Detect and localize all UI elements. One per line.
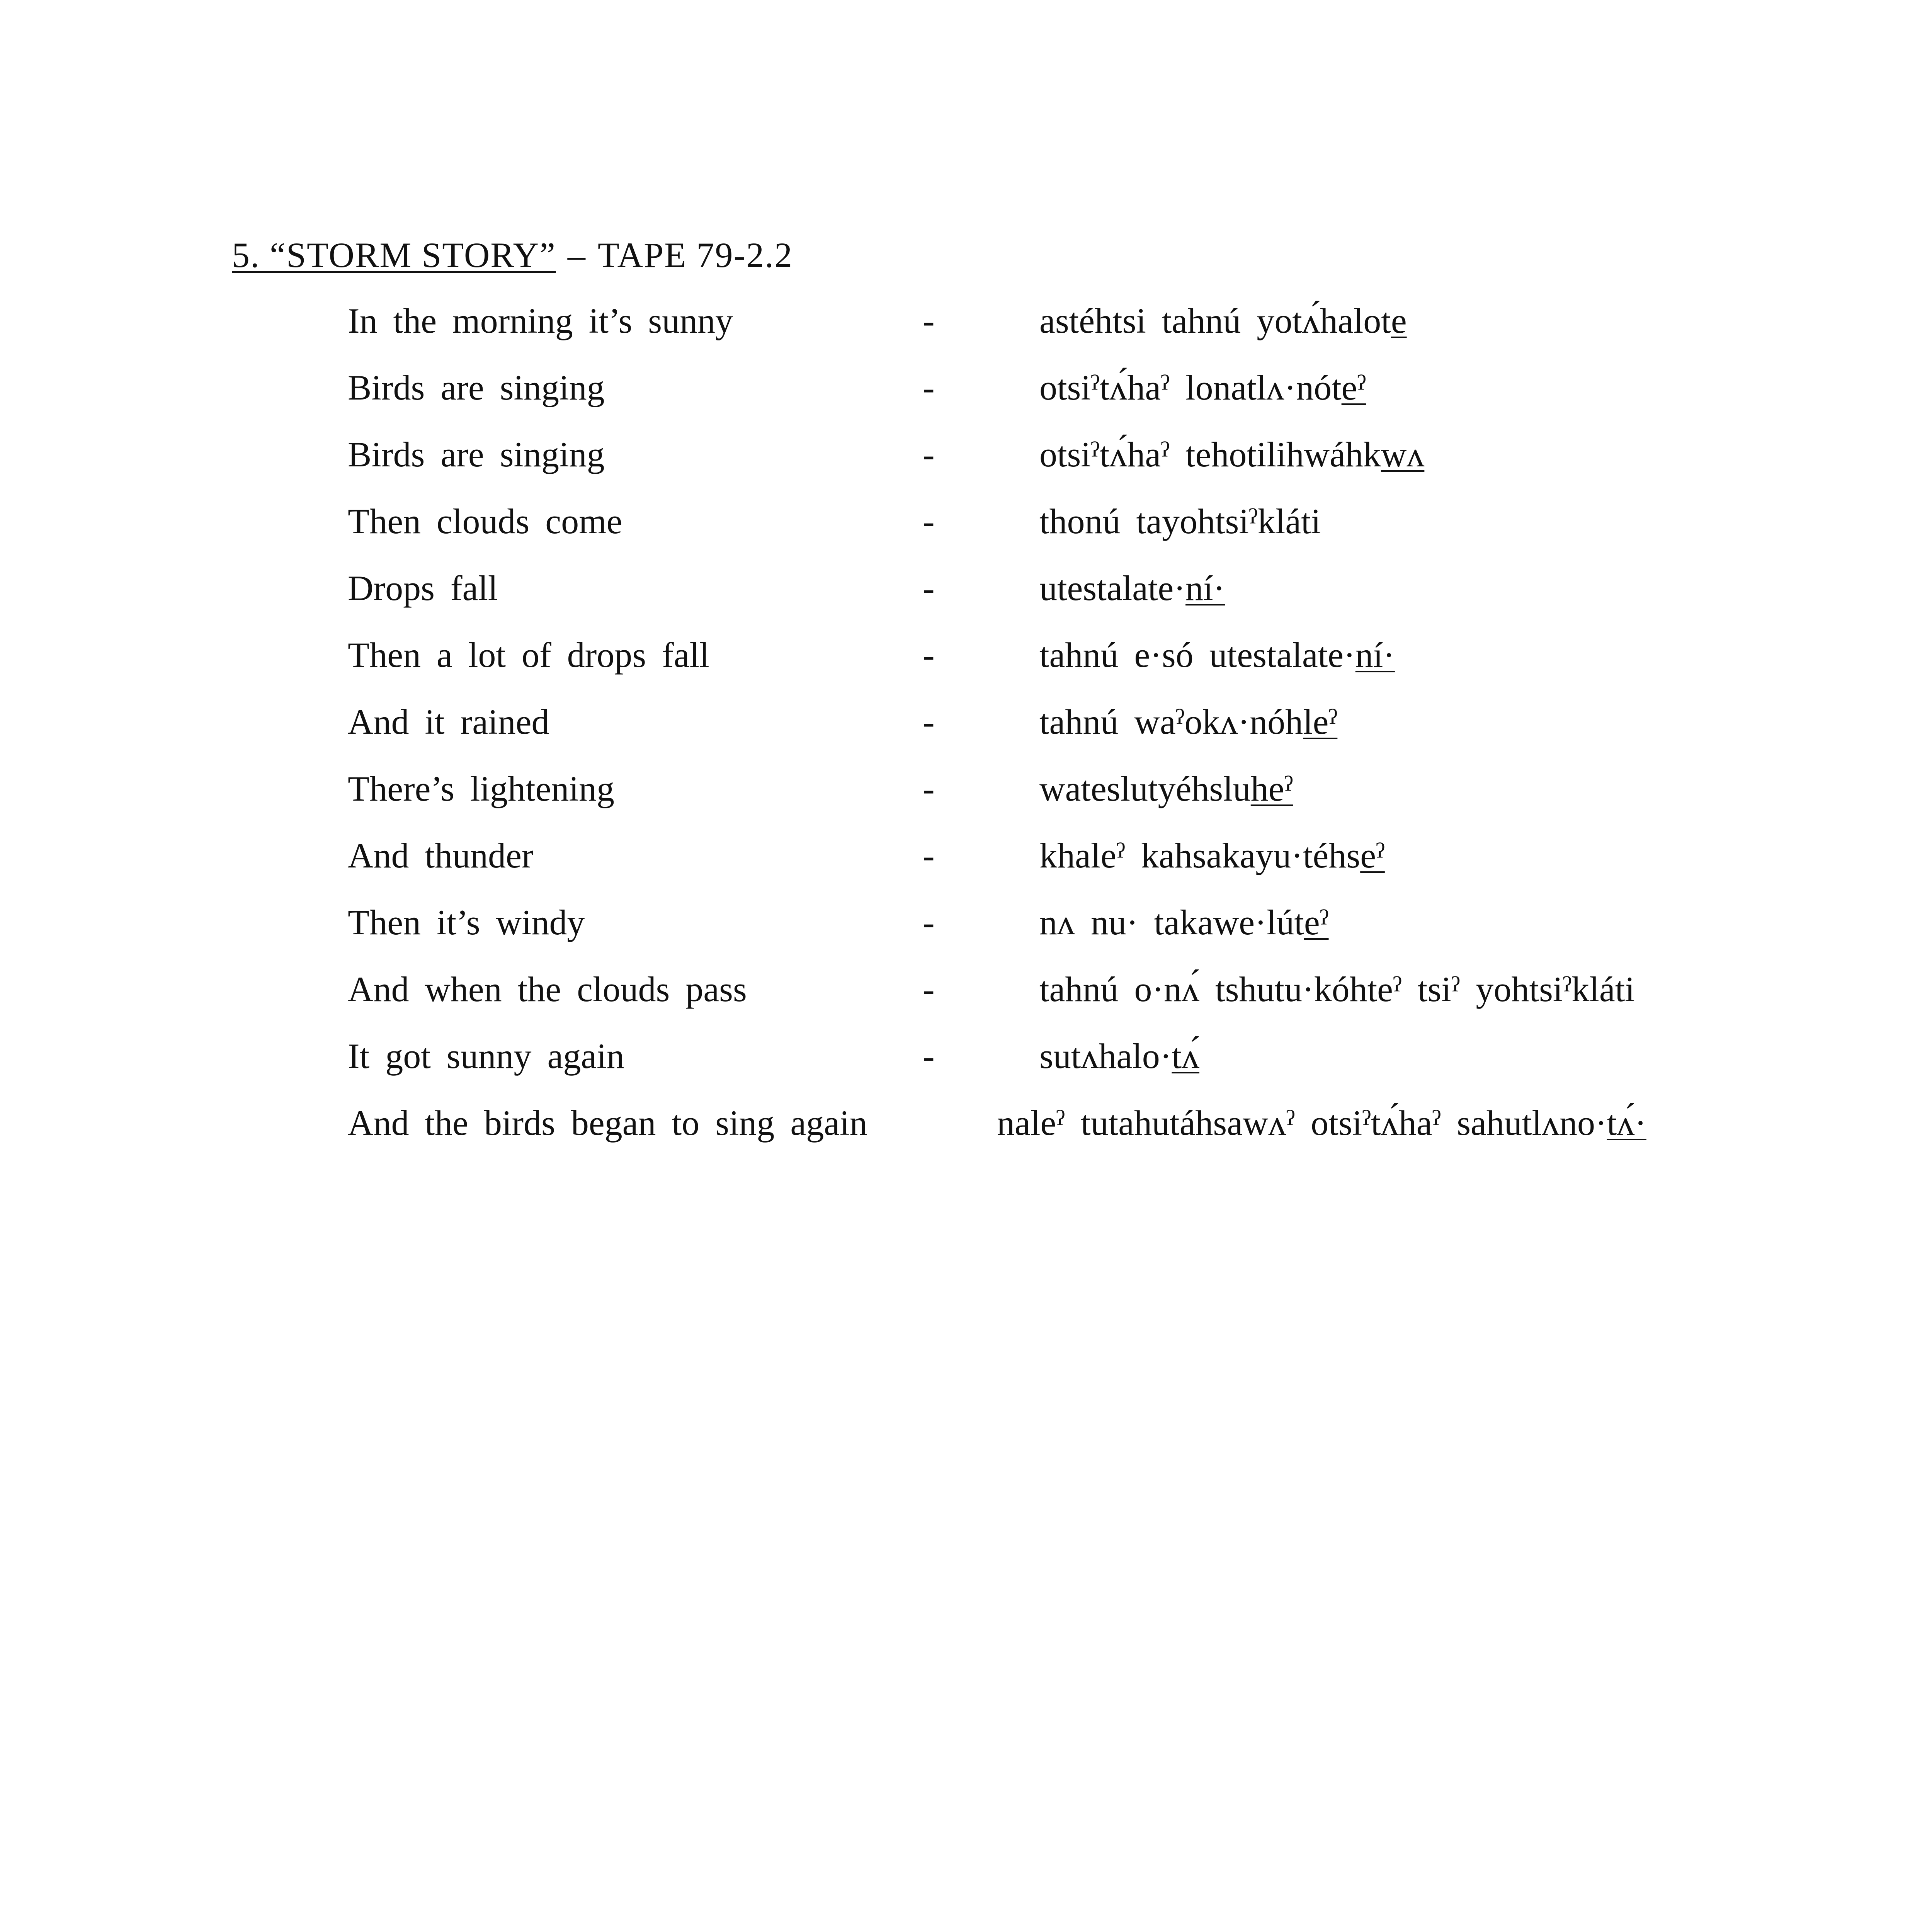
translation-row	[0, 695, 1932, 762]
native-text	[1039, 828, 1385, 883]
native-plain: tahnú waˀokʌ·nóh	[1039, 702, 1303, 742]
native-text	[1039, 695, 1337, 749]
translation-row	[0, 762, 1932, 828]
translation-row	[0, 294, 1932, 361]
translation-row	[0, 828, 1932, 895]
native-plain: otsiˀtʌ́haˀ lonatlʌ·nót	[1039, 368, 1342, 407]
native-text	[1039, 962, 1635, 1016]
translation-row	[0, 427, 1932, 494]
row-dash: -	[923, 635, 935, 675]
native-plain: utestalate·	[1039, 568, 1186, 608]
row-dash: -	[923, 969, 935, 1009]
row-dash: -	[923, 435, 935, 474]
native-plain: tahnú e·só utestalate·	[1039, 635, 1355, 675]
translation-row	[0, 1096, 1932, 1163]
translation-row	[0, 628, 1932, 695]
native-underlined: eˀ	[1341, 368, 1366, 407]
row-dash: -	[923, 1036, 935, 1076]
native-plain: thonú tayohtsiˀkláti	[1039, 502, 1321, 541]
native-plain: khaleˀ kahsakayu·téhs	[1039, 836, 1361, 875]
heading-dash: –	[567, 235, 586, 275]
native-underlined: tʌ́	[1172, 1036, 1199, 1076]
english-text: Then a lot of drops fall	[348, 635, 709, 675]
english-text: And when the clouds pass	[348, 969, 747, 1009]
native-text	[1039, 494, 1321, 548]
native-text	[1039, 561, 1225, 615]
translation-row	[0, 962, 1932, 1029]
row-dash: -	[923, 502, 935, 541]
english-text: It got sunny again	[348, 1036, 624, 1076]
row-dash: -	[923, 568, 935, 608]
row-dash: -	[923, 702, 935, 742]
translation-row	[0, 361, 1932, 427]
native-underlined: e	[1391, 301, 1407, 340]
native-plain: nʌ nu· takawe·lút	[1039, 903, 1304, 942]
native-plain: sutʌhalo·	[1039, 1036, 1172, 1076]
row-dash: -	[923, 368, 935, 407]
english-text: Then it’s windy	[348, 903, 585, 942]
native-text	[1039, 1029, 1199, 1083]
translation-row	[0, 1029, 1932, 1096]
native-text	[1039, 762, 1293, 816]
native-underlined: ní·	[1355, 635, 1395, 675]
native-plain: tahnú o·nʌ́ tshutu·kóhteˀ tsiˀ yohtsiˀkláti	[1039, 969, 1635, 1009]
english-text: Drops fall	[348, 568, 498, 608]
translation-row	[0, 561, 1932, 628]
native-underlined: ní·	[1185, 568, 1225, 608]
native-underlined: wʌ	[1381, 435, 1425, 474]
translation-table	[0, 294, 1932, 1163]
native-underlined: tʌ́·	[1607, 1103, 1646, 1143]
tape-label: TAPE 79-2.2	[597, 235, 793, 275]
native-plain: wateslutyéhslu	[1039, 769, 1251, 808]
native-text	[1039, 628, 1395, 682]
english-text: Then clouds come	[348, 502, 622, 541]
translation-row	[0, 494, 1932, 561]
english-text: In the morning it’s sunny	[348, 301, 733, 340]
native-underlined: eˀ	[1360, 836, 1385, 875]
native-text	[1039, 895, 1329, 949]
row-dash: -	[923, 769, 935, 808]
english-text: And the birds began to sing again	[348, 1103, 867, 1143]
native-text	[997, 1096, 1646, 1150]
story-title: 5. “STORM STORY”	[232, 235, 556, 275]
english-text: There’s lightening	[348, 769, 614, 808]
native-plain: astéhtsi tahnú yotʌ́halot	[1039, 301, 1391, 340]
native-underlined: leˀ	[1303, 702, 1338, 742]
section-heading	[232, 228, 793, 282]
english-text: Birds are singing	[348, 368, 605, 407]
native-text	[1039, 294, 1407, 348]
row-dash: -	[923, 903, 935, 942]
english-text: And thunder	[348, 836, 534, 875]
native-underlined: heˀ	[1250, 769, 1293, 808]
native-plain: otsiˀtʌ́haˀ tehotilihwáhk	[1039, 435, 1381, 474]
row-dash: -	[923, 301, 935, 340]
english-text: Birds are singing	[348, 435, 605, 474]
native-text	[1039, 361, 1366, 415]
native-plain: naleˀ tutahutáhsawʌˀ otsiˀtʌ́haˀ sahutlʌno·	[997, 1103, 1607, 1143]
english-text: And it rained	[348, 702, 549, 742]
translation-row	[0, 895, 1932, 962]
native-underlined: eˀ	[1304, 903, 1329, 942]
native-text	[1039, 427, 1424, 481]
row-dash: -	[923, 836, 935, 875]
